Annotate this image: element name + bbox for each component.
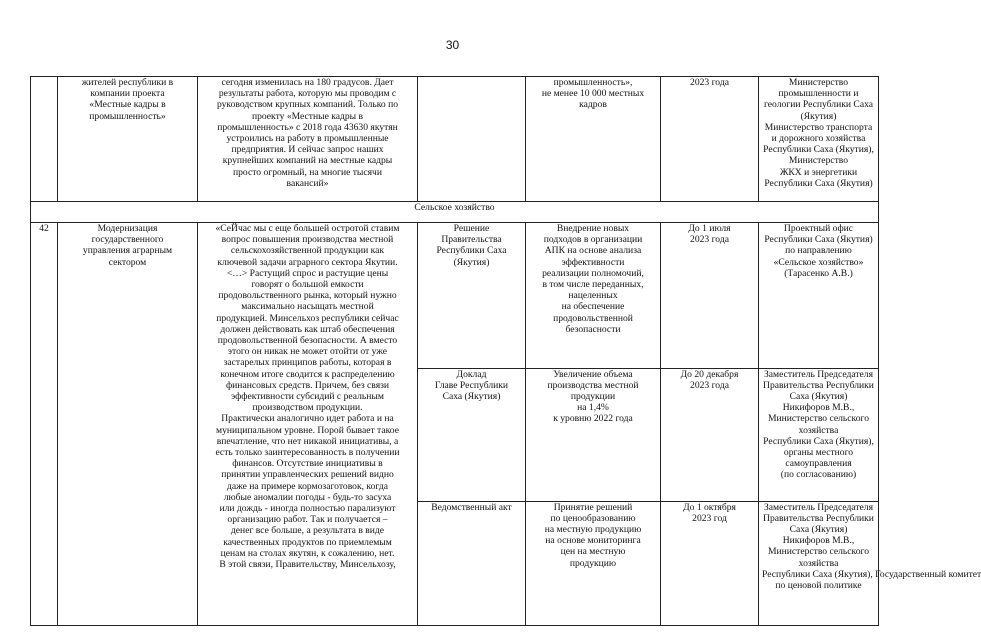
row-justification <box>198 223 418 626</box>
text-line: Принятие решений <box>553 501 633 513</box>
measure-deadline <box>661 223 759 369</box>
text-line: «СеЙчас мы с еще большей остротой ставим <box>215 223 400 234</box>
text-line: 2023 года <box>690 77 729 88</box>
text-line: Проектный офис <box>783 223 854 234</box>
text-line: организацию работ. Так и получается – <box>227 514 388 526</box>
text-line: компании проекта <box>90 88 165 100</box>
text-line: Никифоров М.В., <box>782 535 855 547</box>
text-line: проекту «Местные кадры в <box>251 110 364 122</box>
text-line: производства местной <box>547 379 639 391</box>
measure-result <box>526 223 661 369</box>
text-line: финансовых средств. Причем, без связи <box>225 379 390 391</box>
text-line: Министерство транспорта <box>764 121 873 133</box>
text-line: продукции <box>570 390 616 402</box>
text-line: Министерство сельского <box>767 413 870 425</box>
measure-form <box>418 368 526 501</box>
text-line: на основе мониторинга <box>545 535 641 547</box>
text-line: любые аномалии погоды - будь-то засуха <box>223 491 392 503</box>
text-line: Министерство <box>788 155 849 167</box>
text-line: (Якутия) <box>800 110 837 122</box>
cell-deadline <box>661 77 759 202</box>
text-line: 2023 год <box>692 512 727 524</box>
text-line: производством продукции. <box>252 402 363 414</box>
text-line: Саха (Якутия) <box>789 390 848 402</box>
text-line: по направлению <box>785 245 852 257</box>
measure-responsible <box>759 223 879 369</box>
text-line: До 20 декабря <box>680 368 739 380</box>
measure-result <box>526 501 661 626</box>
text-line: подходов в организации <box>543 234 643 246</box>
text-line: конечном итоге сводится к распределению <box>220 368 395 380</box>
text-line: Министерство <box>788 77 849 88</box>
text-line: промышленность», <box>553 77 633 88</box>
text-line: Правительства Республики <box>763 379 874 391</box>
text-line: устроились на работу в промышленные <box>226 133 389 145</box>
text-line: реализации полномочий, <box>542 267 644 279</box>
text-line: нацеленных <box>568 290 618 302</box>
text-line: Главе Республики <box>434 379 509 391</box>
text-line: в том числе переданных, <box>542 279 644 291</box>
measure-responsible <box>759 368 879 501</box>
text-line: или дождь - иногда полностью парализуют <box>219 503 396 515</box>
table-row-42-measure-1 <box>31 223 879 369</box>
text-line: качественных продуктов по приемлемым <box>223 536 392 548</box>
text-line: управления аграрным <box>82 245 173 257</box>
text-line: Доклад <box>456 368 487 380</box>
text-line: промышленность» <box>89 110 166 122</box>
text-line: Саха (Якутия) <box>789 523 848 535</box>
text-line: В этой связи, Правительству, Минсельхозу, <box>219 559 396 571</box>
text-line: (Тарасенко А.В.) <box>784 267 853 279</box>
cell-title <box>58 77 198 202</box>
text-line: Модернизация <box>97 223 158 234</box>
page-number: 30 <box>445 38 460 52</box>
text-line: кадров <box>579 99 607 111</box>
text-line: безопасности <box>565 323 621 335</box>
text-line: «Местные кадры в <box>89 99 166 111</box>
text-line: продовольственной <box>553 312 633 324</box>
text-line: впечатление, что нет никакой инициативы, а <box>216 435 399 447</box>
text-line: (Якутия) <box>453 256 490 268</box>
text-line: предприятия. И сейчас запрос наших <box>231 144 384 156</box>
text-line: самоуправления <box>785 458 852 470</box>
section-row <box>31 202 879 223</box>
measures-table <box>30 76 981 626</box>
text-line: продовольственной безопасности. А вместо <box>217 335 398 347</box>
text-line: Решение <box>453 223 490 234</box>
text-line: Республики Саха <box>436 245 507 257</box>
text-line: промышленности и <box>778 88 859 100</box>
text-line: До 1 октября <box>683 501 736 513</box>
section-title: Сельское хозяйство <box>31 202 879 223</box>
text-line: государственного <box>91 234 164 246</box>
text-line: просто огромный, на многие тысячи <box>233 166 382 178</box>
text-line: До 1 июля <box>688 223 731 234</box>
text-line: и дорожного хозяйства <box>771 133 866 145</box>
measure-deadline <box>661 368 759 501</box>
cell-result <box>526 77 661 202</box>
text-line: Республики Саха (Якутия), <box>763 144 874 156</box>
text-line: продовольственного рынка, который нужно <box>218 290 397 302</box>
text-line: цен на местную <box>560 546 626 558</box>
text-line: Увеличение объема <box>553 368 633 380</box>
text-line: Правительства <box>441 234 502 246</box>
text-line: сектором <box>108 256 147 268</box>
text-line: хозяйства <box>798 557 839 569</box>
measure-result <box>526 368 661 501</box>
text-line: принятии управленческих решений видно <box>221 469 394 481</box>
text-line: ключевой задачи аграрного сектора Якутии. <box>217 256 398 268</box>
text-line: ЖКХ и энергетики <box>779 166 858 178</box>
text-line: органы местного <box>783 447 854 458</box>
text-line: максимально насыщать местной <box>241 301 374 313</box>
text-line: продукцию <box>569 557 617 569</box>
text-line: руководством крупных компаний. Только по <box>216 99 399 111</box>
text-line: Заместитель Председателя <box>763 501 874 513</box>
text-line: Ведомственный акт <box>431 501 512 513</box>
text-line: Министерство сельского <box>767 546 870 558</box>
text-line: Заместитель Председателя <box>763 368 874 380</box>
measure-responsible <box>759 501 981 626</box>
text-line: не менее 10 000 местных <box>541 88 645 100</box>
text-line: продукцией. Минсельхоз республики сейчас <box>216 312 399 324</box>
text-line: на местную продукцию <box>544 523 642 535</box>
text-line: Правительства Республики <box>763 512 874 524</box>
text-line: финансов. Отсутствие инициативы в <box>232 458 383 470</box>
text-line: Республики Саха (Якутия) <box>764 234 873 246</box>
text-line: сегодня изменилась на 180 градусов. Дает <box>221 77 394 88</box>
text-line: результаты работа, которую мы проводим с <box>218 88 397 100</box>
text-line: есть только заинтересованность в получении <box>215 447 400 459</box>
text-line: крупнейших компаний на местные кадры <box>222 155 393 167</box>
text-line: по ценовой политике <box>775 579 862 591</box>
text-line: 2023 года <box>690 234 729 246</box>
text-line: промышленность» с 2018 года 43630 якутян <box>217 121 398 133</box>
text-line: к уровню 2022 года <box>553 413 633 425</box>
text-line: жителей республики в <box>81 77 174 88</box>
text-line: муниципальном уровне. Порой бывает такое <box>216 424 399 436</box>
text-line: сельскохозяйственной продукции как <box>230 245 385 257</box>
text-line: (по согласованию) <box>780 469 857 481</box>
row-number: 42 <box>31 223 58 626</box>
text-line: хозяйства <box>798 424 839 436</box>
text-line: Республики Саха (Якутия) <box>764 177 873 189</box>
text-line: геологии Республики Саха <box>763 99 874 111</box>
text-line: Республики Саха (Якутия), <box>763 435 874 447</box>
text-line: ценам на столах якутян, к сожалению, нет. <box>220 547 395 559</box>
measure-deadline <box>661 501 759 626</box>
cell-form-empty <box>418 77 526 202</box>
text-line: по ценообразованию <box>550 512 636 524</box>
text-line: Республики Саха (Якутия), Государственный комитет <box>762 568 981 580</box>
text-line: 2023 года <box>690 379 729 391</box>
text-line: на обеспечение <box>561 301 625 313</box>
cell-number-empty <box>31 77 58 202</box>
cell-responsible <box>759 77 879 202</box>
text-line: Никифоров М.В., <box>782 402 855 414</box>
cell-justification <box>198 77 418 202</box>
text-line: <…> Растущий спрос и растущие цены <box>226 267 389 279</box>
text-line: даже на примере кормозаготовок, когда <box>227 480 388 492</box>
text-line: этого он никак не может отойти от уже <box>227 346 388 358</box>
measure-form <box>418 501 526 626</box>
justification-text <box>201 223 414 625</box>
text-line: Внедрение новых <box>556 223 630 234</box>
text-line: Практически аналогично идет работа и на <box>221 413 394 425</box>
text-line: денег все больше, а результата в виде <box>230 525 385 537</box>
text-line: АПК на основе анализа <box>544 245 642 257</box>
text-line: Саха (Якутия) <box>442 390 501 402</box>
measure-form <box>418 223 526 369</box>
text-line: эффективности субсидий с реальным <box>231 391 384 403</box>
text-line: застарелых принципов работы, которая в <box>223 357 392 369</box>
text-line: вопрос повышения производства местной <box>221 234 394 246</box>
text-line: «Сельское хозяйство» <box>773 256 864 268</box>
text-line: эффективности <box>561 256 625 268</box>
text-line: вакансий» <box>286 177 329 189</box>
row-title <box>58 223 198 626</box>
text-line: говорят о большой емкости <box>251 279 364 291</box>
text-line: должен действовать как штаб обеспечения <box>220 323 395 335</box>
text-line: на 1,4% <box>577 402 609 414</box>
table-row-continued <box>31 77 879 202</box>
